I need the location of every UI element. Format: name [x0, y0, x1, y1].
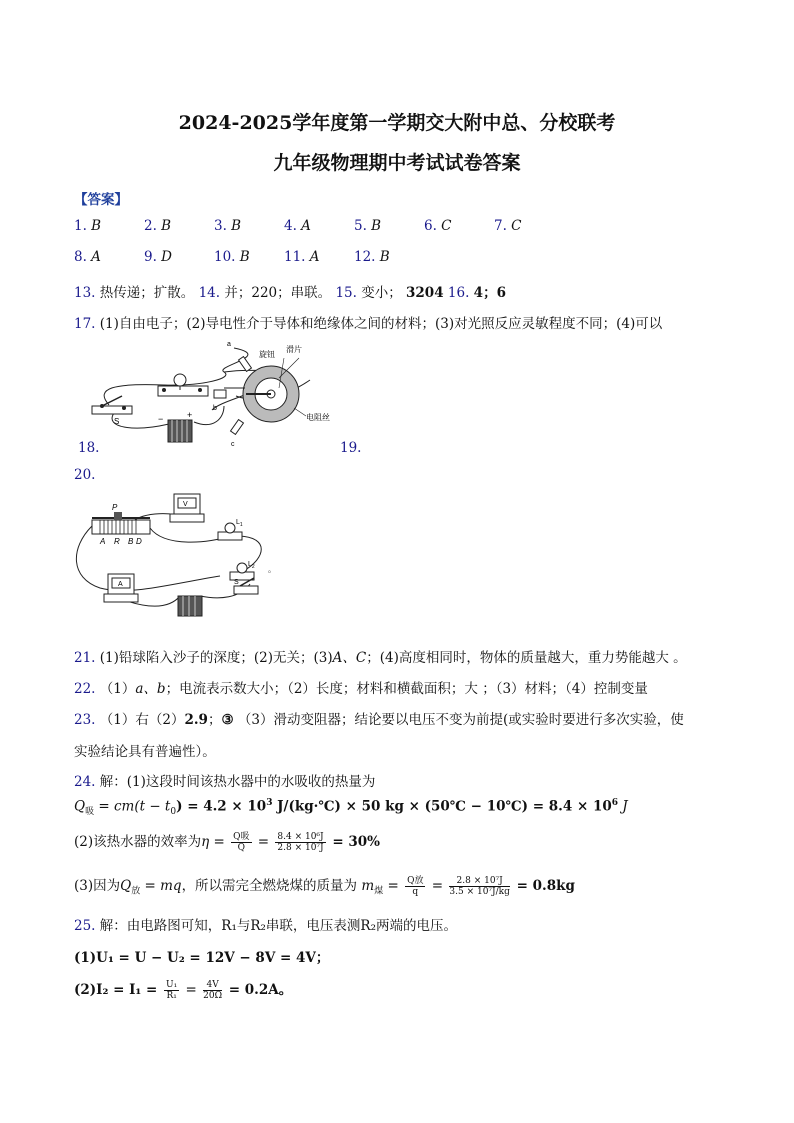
answer-24-intro [74, 770, 375, 790]
mc-answer [74, 249, 101, 265]
mc-letter: A [309, 249, 320, 265]
mc-number: 5. [354, 218, 372, 234]
answer-17 [74, 312, 662, 332]
eq-sup2: 6 [611, 798, 619, 808]
label-p: P [112, 503, 118, 512]
terminal-b: b [213, 405, 217, 412]
ammeter-20 [104, 574, 138, 602]
figure-18-19 [74, 338, 404, 450]
knob-label: 旋钮 [259, 350, 275, 359]
q21-part3: ；(4)高度相同时，物体的质量越大，重力势能越大 。 [366, 650, 687, 666]
rheostat-20 [92, 503, 150, 546]
q15-value: 3204 [406, 285, 444, 301]
label-b: B [128, 537, 134, 546]
answer-21 [74, 646, 687, 666]
switch-s [92, 396, 132, 426]
q25-intro: 解：由电路图可知，R₁与R₂串联，电压表测R₂两端的电压。 [99, 918, 458, 934]
answer-tag: 【答案】 [74, 192, 128, 208]
bulb-l1 [218, 519, 243, 540]
label-r: R [114, 537, 120, 546]
q25-eq2-result: = 0.2A。 [224, 982, 293, 998]
battery-minus: − [158, 414, 164, 424]
mc-answer [424, 218, 452, 234]
label-a: A [100, 537, 106, 546]
mc-number: 8. [74, 249, 92, 265]
q23-number: 23. [74, 712, 96, 728]
mc-answer [144, 249, 172, 265]
q14-answer: 并；220；串联。 [224, 285, 332, 301]
q17-number: 17. [74, 316, 96, 332]
q23-part3: （3）滑动变阻器；结论要以电压不变为前提(或实验时要进行多次实验，使 [237, 712, 684, 728]
eq3-eq: = mq [140, 878, 182, 894]
q22-part2: a、b [135, 681, 166, 697]
q18-number: 18. [78, 440, 100, 456]
answer-25-intro [74, 914, 457, 934]
eq3-frac2: $\frac{\text{2.8 × 10⁷J}}{\text{3.5 × 10⁷J/kg}}$ [449, 876, 510, 897]
answer-22 [74, 677, 648, 697]
mc-answer [284, 218, 311, 234]
q23-part1: （1）右（2） [99, 712, 185, 728]
eq2-text: (2)该热水器的效率为 [74, 834, 202, 850]
eq3-mid: ，所以需完全燃烧煤的质量为 [181, 878, 362, 894]
l1-label: $L_1$ [236, 519, 243, 528]
battery-20 [178, 596, 202, 616]
q22-number: 22. [74, 681, 96, 697]
q21-number: 21. [74, 650, 96, 666]
bulb-l2 [230, 561, 276, 580]
q25-equation-2: (2)I₂ = I₁ = $\frac{\text{U₁}}{\text{R₁}}$ = $\frac{4V}{20\Omega}$ = 0.2A。 [74, 980, 293, 1001]
mc-answer [214, 249, 250, 265]
eq-end: J [618, 798, 628, 815]
answer-23 [74, 708, 684, 728]
answer-13-16 [74, 281, 506, 301]
slider-label: 滑片 [286, 345, 302, 354]
battery-plus: + [187, 410, 193, 420]
label-d: D [136, 537, 142, 546]
mc-answer [354, 249, 390, 265]
mc-number: 1. [74, 218, 92, 234]
mc-letter: A [91, 249, 101, 265]
q25-equation-1: (1)U₁ = U − U₂ = 12V − 8V = 4V； [74, 950, 330, 966]
q24-intro: 解：(1)这段时间该热水器中的水吸收的热量为 [99, 774, 376, 790]
battery-18 [158, 410, 192, 442]
q23-value2: ③ [221, 712, 234, 728]
mc-answer [144, 218, 171, 234]
q25-number: 25. [74, 918, 96, 934]
rheostat-19 [213, 341, 330, 448]
mc-letter: C [511, 218, 522, 234]
q24-equation-2: (2)该热水器的效率为η = $\frac{\text{Q吸}}{Q}$ = $\frac{\text{8.4 × 10⁶J}}{\text{2.8 × 10⁷J}}$ = 30% [74, 832, 380, 853]
q25-frac1: $\frac{\text{U₁}}{\text{R₁}}$ [166, 980, 178, 1001]
mc-letter: B [379, 249, 390, 265]
mc-letter: B [239, 249, 250, 265]
q13-number: 13. [74, 285, 96, 301]
mc-number: 11. [284, 249, 310, 265]
end-mark: 。 [268, 565, 276, 574]
eq3-frac1: $\frac{\text{Q放}}{q}$ [407, 876, 424, 897]
mc-number: 4. [284, 218, 302, 234]
eq3-q: Q [120, 878, 132, 894]
q25-eq2-a: (2)I₂ = I₁ = [74, 982, 163, 998]
q17-answer: (1)自由电子；(2)导电性介于导体和绝缘体之间的材料；(3)对光照反应灵敏程度不同；(4)可以 [99, 316, 663, 332]
q24-equation-1: $Q_吸 = cm(t - t_0) = 4.2 \times 10^3$ J/(kg·℃) × 50 kg × (50℃ − 10℃) = $8.4 \times 10^6$ J [74, 798, 628, 818]
mc-number: 7. [494, 218, 512, 234]
q14-number: 14. [198, 285, 221, 301]
eq-rhs-a: = cm(t − t [94, 798, 171, 815]
mc-letter: B [91, 218, 102, 234]
q15-answer: 变小； [361, 285, 402, 301]
mc-number: 9. [144, 249, 162, 265]
voltmeter-20 [170, 494, 204, 522]
q23-part2: ； [207, 712, 222, 728]
q24-number: 24. [74, 774, 96, 790]
q15-number: 15. [335, 285, 357, 301]
eq-rhs-b: ) = 4.2 × 10 [176, 798, 267, 815]
eq2-result: = 30% [327, 834, 380, 850]
mc-answer [284, 249, 320, 265]
voltmeter-label: V [183, 501, 188, 508]
eq3-m-sub: 煤 [374, 886, 384, 897]
eq3-m: m [361, 878, 375, 894]
terminal-a: a [227, 341, 231, 348]
eq2-frac2: $\frac{\text{8.4 × 10⁶J}}{\text{2.8 × 10⁷J}}$ [277, 832, 324, 853]
wire-label: 电阻丝 [306, 413, 330, 422]
switch-20-label: S [234, 579, 239, 586]
eq2-frac1: $\frac{\text{Q吸}}{Q}$ [233, 832, 250, 853]
eq-q-sub: 吸 [85, 807, 95, 818]
eq3-q-sub: 放 [131, 886, 141, 897]
q22-part3: ；电流表示数大小；（2）长度；材料和横截面积；大 ；（3）材料；（4）控制变量 [165, 681, 648, 697]
mc-number: 12. [354, 249, 380, 265]
eq-sup: 3 [266, 798, 273, 808]
page-subtitle: 九年级物理期中考试试卷答案 [273, 152, 521, 174]
mc-letter: B [231, 218, 242, 234]
q24-equation-3: (3)因为$Q_放$ = mq，所以需完全燃烧煤的质量为 $m_煤$ = $\frac{\text{Q放}}{q}$ = $\frac{\text{2.8 × 10⁷J}}{\text{3.5 × 10⁷J/kg}}$ = 0.8kg [74, 876, 575, 897]
q19-number: 19. [340, 440, 362, 456]
q25-frac2: $\frac{4V}{20\Omega}$ [203, 980, 223, 1001]
eq-rhs-c: J/(kg·℃) × 50 kg × (50℃ − 10℃) = 8.4 × 10 [272, 798, 612, 815]
mc-answer [214, 218, 241, 234]
q16-number: 16. [447, 285, 470, 301]
mc-letter: D [161, 249, 172, 265]
page-title: 2024-2025学年度第一学期交大附中总、分校联考 [178, 112, 616, 134]
mc-answer [494, 218, 522, 234]
eq3-text: (3)因为 [74, 878, 121, 894]
mc-answer [354, 218, 381, 234]
mc-number: 6. [424, 218, 442, 234]
q22-part1: （1） [99, 681, 136, 697]
mc-letter: B [371, 218, 382, 234]
figure-20 [70, 488, 280, 618]
eq3-result: = 0.8kg [511, 878, 575, 894]
mc-number: 2. [144, 218, 162, 234]
mc-number: 10. [214, 249, 240, 265]
q21-part1: (1)铅球陷入沙子的深度；(2)无关；(3) [99, 650, 333, 666]
answer-23-cont: 实验结论具有普遍性）。 [74, 744, 216, 760]
mc-letter: A [301, 218, 311, 234]
eq2-eta: η = [201, 834, 230, 850]
terminal-c: c [231, 441, 235, 448]
switch-label: S [114, 417, 120, 426]
mc-letter: C [441, 218, 452, 234]
q21-part2: A、C [332, 650, 367, 666]
ammeter-label: A [118, 581, 123, 588]
q20-number: 20. [74, 467, 96, 483]
mc-answer [74, 218, 101, 234]
mc-number: 3. [214, 218, 232, 234]
q13-answer: 热传递；扩散。 [99, 285, 195, 301]
eq-q: Q [74, 798, 86, 815]
l2-label: $L_2$ [248, 561, 255, 570]
q23-value1: 2.9 [184, 712, 208, 728]
q16-answer: 4；6 [473, 285, 506, 301]
mc-letter: B [161, 218, 172, 234]
